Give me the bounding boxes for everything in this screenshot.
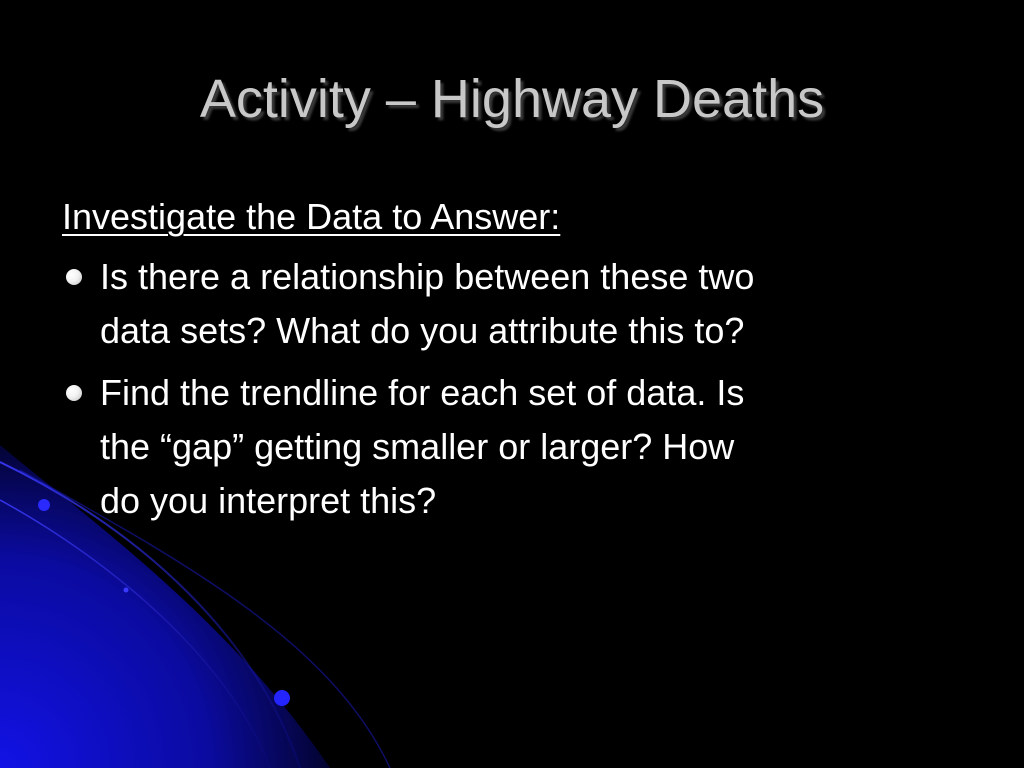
bullet-icon — [66, 385, 82, 401]
slide-body — [62, 190, 962, 536]
bullet-item — [62, 250, 962, 358]
bullet-item — [62, 366, 962, 528]
section-heading: Investigate the Data to Answer: — [62, 196, 561, 237]
bullet-line: do you interpret this? — [100, 480, 437, 521]
bullet-line: Find the trendline for each set of data. Is — [100, 372, 745, 413]
bullet-text — [100, 366, 962, 528]
bullet-line: data sets? What do you attribute this to? — [100, 310, 745, 351]
bullet-line: the “gap” getting smaller or larger? How — [100, 426, 735, 467]
decor-dot — [124, 588, 129, 593]
decor-dot — [274, 690, 290, 706]
slide-title: Activity – Highway Deaths — [199, 69, 825, 129]
bullet-icon — [66, 269, 82, 285]
bullet-line: Is there a relationship between these two — [100, 256, 755, 297]
bullet-text — [100, 250, 962, 358]
decor-dot — [38, 499, 50, 511]
